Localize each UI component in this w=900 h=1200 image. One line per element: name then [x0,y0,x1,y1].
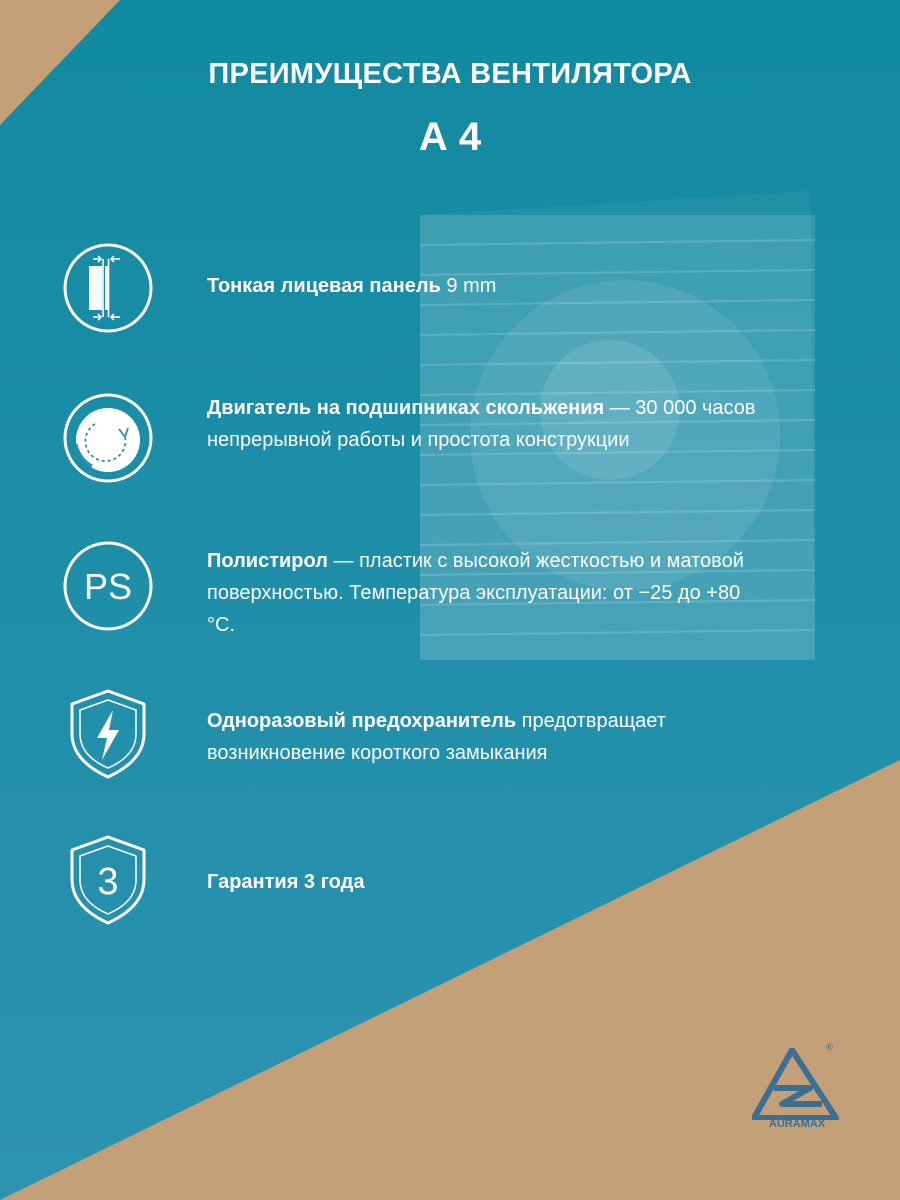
feature-title: Полистирол [207,550,328,572]
feature-title: Двигатель на подшипниках скольжения [207,397,605,419]
auramax-logo-mark [752,1048,840,1120]
feature-title: Гарантия 3 года [207,871,365,893]
warranty-shield-icon [62,834,154,926]
feature-text: — 30 000 часов непрерывной работы и простота конструкции [207,397,756,451]
feature-title: Тонкая лицевая панель [207,275,441,297]
fuse-shield-icon [62,688,154,780]
ps-plastic-icon [62,540,154,632]
feature-warranty [207,866,767,898]
feature-text: — пластик с высокой жесткостью и матовой поверхностью. Температура эксплуатации: от −25 до +80 °С. [207,550,744,636]
feature-text: 9 mm [440,275,497,297]
page-title: ПРЕИМУЩЕСТВА ВЕНТИЛЯТОРА [208,58,692,90]
feature-fuse [207,705,767,769]
feature-polystyrene [207,545,767,641]
bearing-motor-icon [62,392,154,484]
ps-label: PS [83,566,133,607]
thin-panel-icon [62,242,154,334]
auramax-logo [752,1042,844,1148]
warranty-years: 3 [97,861,119,903]
feature-text: предотвращает возникновение короткого замыкания [207,710,666,764]
registered-mark: ® [826,1042,833,1052]
feature-title: Одноразовый предохранитель [207,710,517,732]
brand-name: AURAMAX [768,1118,826,1130]
feature-bearing-motor [207,392,767,456]
feature-thin-panel [207,270,767,302]
model-name: А 4 [418,115,482,159]
